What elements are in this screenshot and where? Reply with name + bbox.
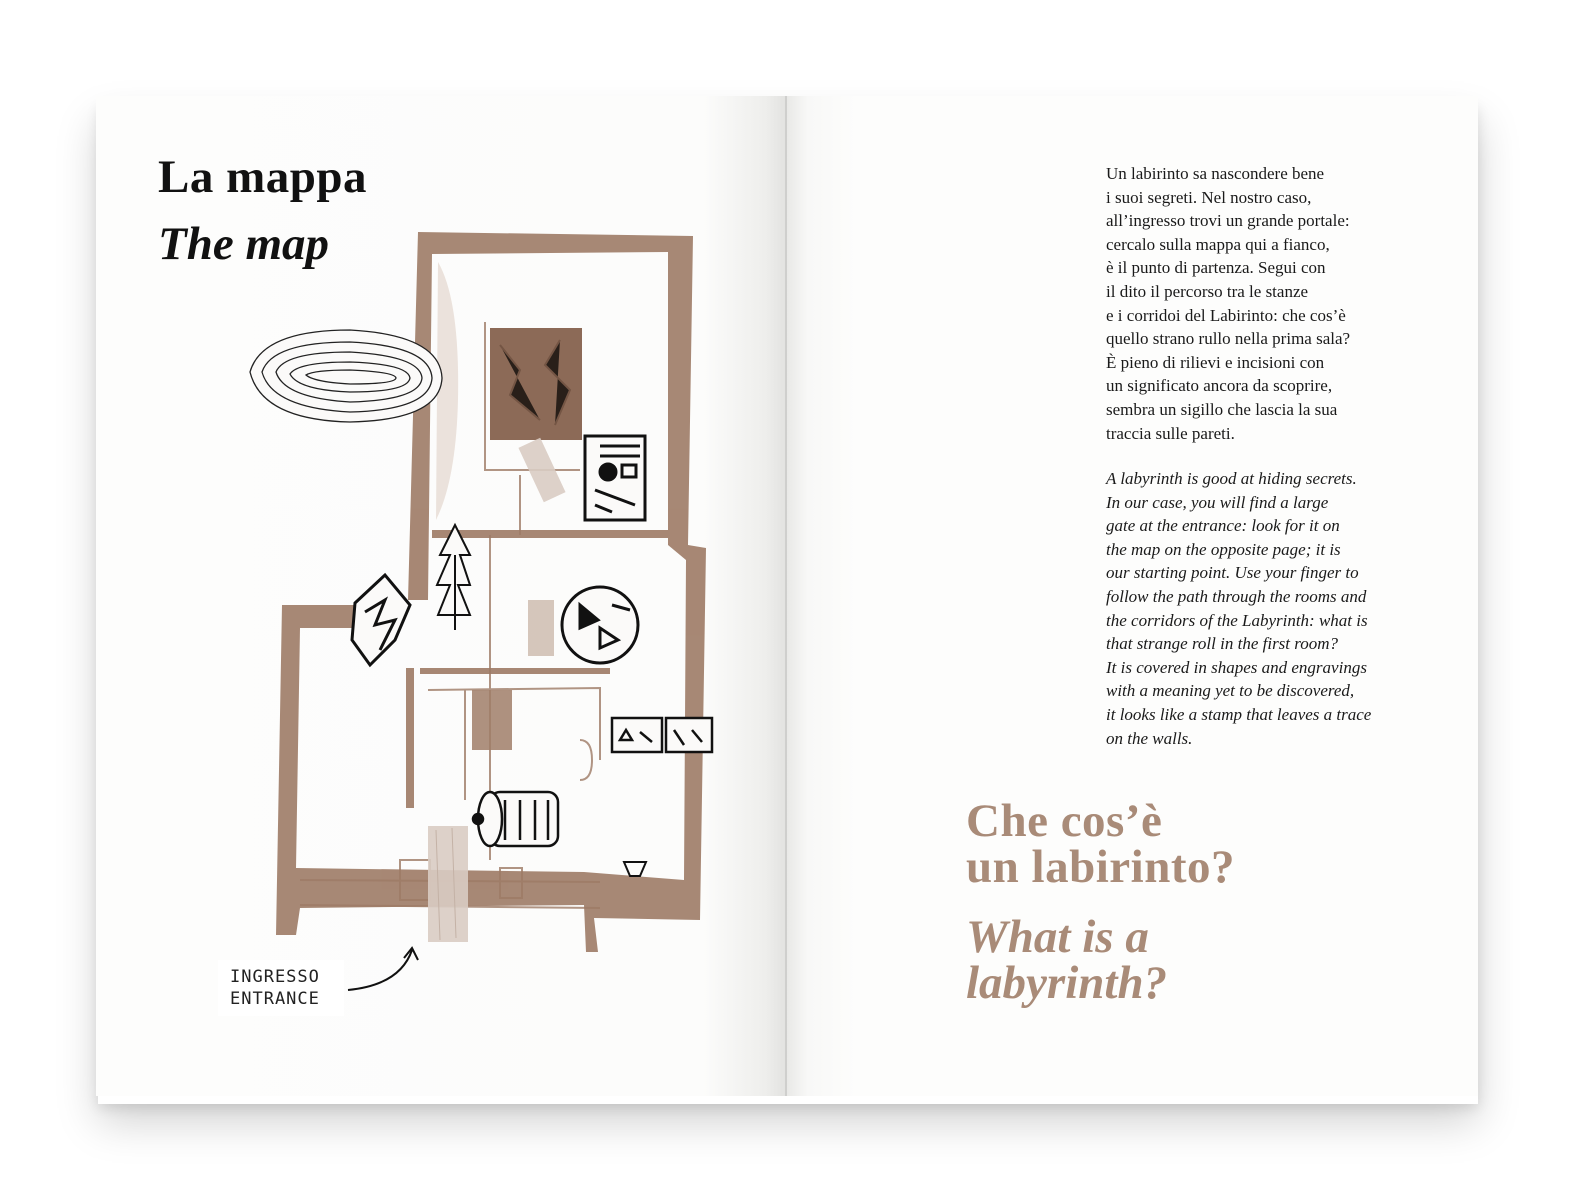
text-line: the corridors of the Labyrinth: what is <box>1106 610 1368 630</box>
map-title-italian: La mappa <box>158 151 368 203</box>
question-heading-italian <box>966 795 1235 893</box>
entrance-label-english: ENTRANCE <box>230 989 320 1009</box>
text-line: it looks like a stamp that leaves a trace <box>1106 704 1372 724</box>
text-line: A labyrinth is good at hiding secrets. <box>1106 469 1357 488</box>
text-line: è il punto di partenza. Segui con <box>1106 258 1326 278</box>
text-line: on the walls. <box>1106 728 1193 748</box>
text-line: In our case, you will find a large <box>1106 492 1329 512</box>
text-line: It is covered in shapes and engravings <box>1106 657 1367 677</box>
tree-drawing <box>437 525 470 630</box>
dark-room <box>490 328 582 440</box>
labyrinth-map <box>210 220 730 1030</box>
text-line: Un labirinto sa nascondere bene <box>1106 164 1325 183</box>
text-line: sembra un sigillo che lascia la sua <box>1106 399 1338 419</box>
text-line: cercalo sulla mappa qui a fianco, <box>1106 234 1330 254</box>
text-line: follow the path through the rooms and <box>1106 586 1367 606</box>
double-box-drawing <box>612 718 712 752</box>
heading-line: labyrinth? <box>966 957 1168 1009</box>
text-line: with a meaning yet to be discovered, <box>1106 681 1355 701</box>
text-line: all’ingresso trovi un grande portale: <box>1106 211 1350 231</box>
heading-line: What is a <box>966 911 1149 963</box>
entrance-label <box>218 960 344 1016</box>
body-text-italian <box>1106 162 1436 445</box>
text-line: our starting point. Use your finger to <box>1106 563 1359 583</box>
text-line: e i corridoi del Labirinto: che cos’è <box>1106 305 1346 325</box>
roller-drum-drawing <box>473 792 558 846</box>
map-title-english: The map <box>158 218 330 270</box>
text-line: i suoi segreti. Nel nostro caso, <box>1106 187 1312 207</box>
text-line: un significato ancora da scoprire, <box>1106 376 1333 396</box>
body-text-english <box>1106 467 1436 750</box>
text-line: il dito il percorso tra le stanze <box>1106 281 1309 301</box>
arrow-icon <box>348 948 418 990</box>
heading-line: Che cos’è <box>966 795 1163 847</box>
heading-line: un labirinto? <box>966 841 1235 893</box>
text-line: traccia sulle pareti. <box>1106 423 1235 443</box>
carved-stone-drawing <box>250 330 442 422</box>
entrance-label-italian: INGRESSO <box>230 967 320 987</box>
text-line: quello strano rullo nella prima sala? <box>1106 329 1351 349</box>
zigzag-drawing <box>352 575 410 665</box>
text-line: the map on the opposite page; it is <box>1106 539 1341 559</box>
text-line: È pieno di rilievi e incisioni con <box>1106 352 1325 372</box>
book-gutter <box>785 96 787 1096</box>
game-board-drawing <box>585 436 645 520</box>
text-line: gate at the entrance: look for it on <box>1106 516 1340 536</box>
text-line: that strange roll in the first room? <box>1106 634 1339 654</box>
question-heading-english <box>966 911 1168 1009</box>
round-disc-drawing <box>562 587 638 663</box>
